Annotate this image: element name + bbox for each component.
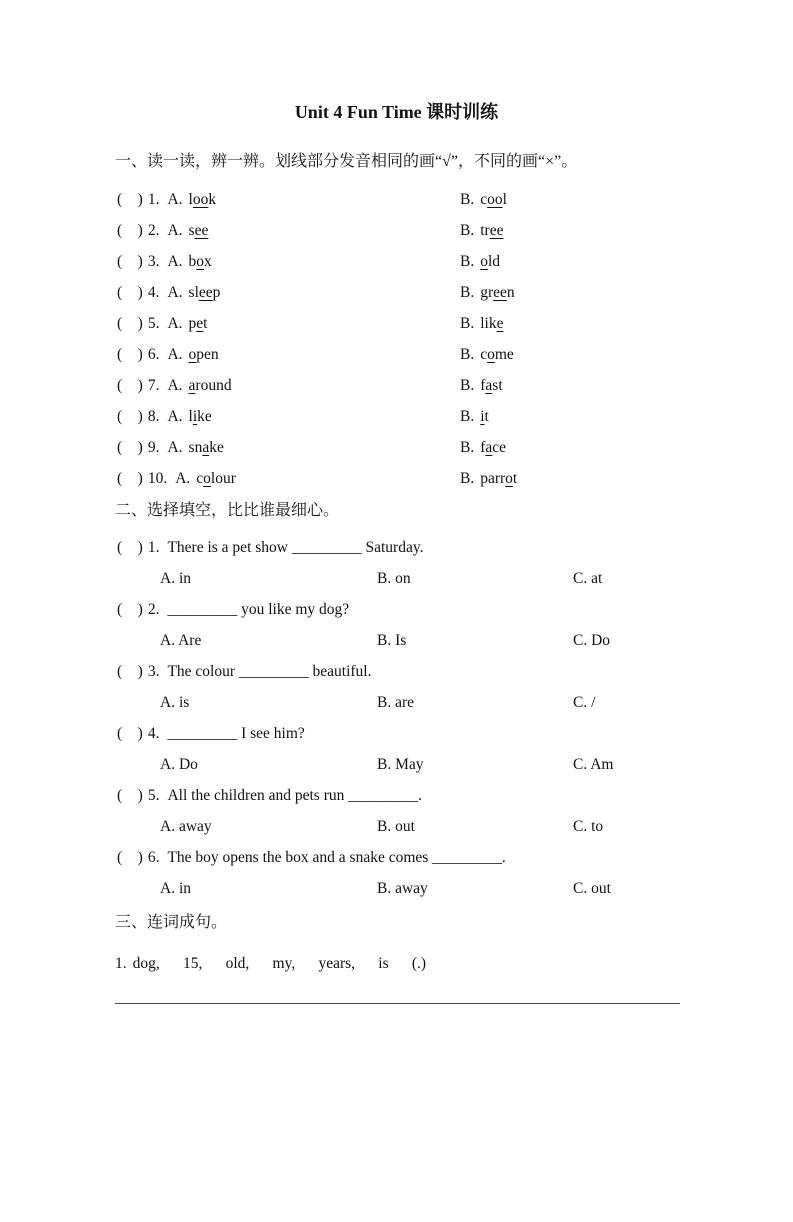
word-b-underlined: o [480,253,488,270]
question-stem: The colour _________ beautiful. [167,663,372,680]
word-a [189,191,217,208]
word-a [189,222,209,239]
word-b-underlined: oo [487,191,503,208]
phonics-item-7 [0,370,793,401]
question-number: 6. [147,849,160,866]
option-a-label: A. [167,191,183,208]
question-1 [0,532,793,594]
word-b-pre: parr [480,470,506,487]
word-a-pre: sn [188,439,203,456]
option-b: B. May [377,756,424,773]
answer-bracket: ( ) [117,408,143,425]
word-a-post: k [208,191,217,208]
option-b: B. out [377,818,415,835]
option-c: C. Do [573,632,611,649]
option-a: A. Do [160,756,198,773]
option-b [460,308,503,339]
option-b: B. Is [377,632,407,649]
option-b-label: B. [460,439,475,456]
option-a-label: A. [167,315,183,332]
question-options-row [0,873,793,904]
question-stem-row [0,780,793,811]
item-number: 2. [147,222,160,239]
item-number: 9. [147,439,160,456]
phonics-item-5 [0,308,793,339]
item-number: 7. [147,377,160,394]
phonics-item-6 [0,339,793,370]
item-number: 1. [147,191,160,208]
option-a: A. is [160,694,190,711]
option-b [460,277,515,308]
page-title: Unit 4 Fun Time 课时训练 [294,102,499,122]
answer-bracket: ( ) [117,222,143,239]
word-b-underlined: o [505,470,513,487]
option-b-label: B. [460,408,475,425]
option-a: A. in [160,880,191,897]
option-a: A. in [160,570,191,587]
question-number: 5. [147,787,160,804]
answer-bracket: ( ) [117,253,143,270]
question-stem: The boy opens the box and a snake comes _________. [167,849,506,866]
word-a-underlined: o [196,253,205,270]
word-b-post: ce [492,439,507,456]
word-a [196,470,236,487]
phonics-item-9 [0,432,793,463]
word-order-item [0,948,793,979]
option-a: A. Are [160,632,202,649]
word-b-post: l [502,191,507,208]
word-a [189,253,212,270]
word-b-post: ld [487,253,501,270]
word-b [480,222,503,239]
word-a-pre: l [188,191,193,208]
question-number: 3. [147,663,160,680]
word-a-underlined: e [196,315,204,332]
word-b-underlined: o [487,346,495,363]
word-a-pre: sl [188,284,199,301]
question-options-row [0,749,793,780]
phonics-item-2 [0,215,793,246]
answer-bracket: ( ) [117,663,143,680]
phonics-item-4 [0,277,793,308]
word-a-underlined: oo [192,191,209,208]
phonics-list [0,184,793,494]
option-b: B. on [377,570,411,587]
question-number: 4. [147,725,160,742]
question-3 [0,656,793,718]
question-stem-row [0,718,793,749]
word-a-post: round [195,377,232,394]
item-number: 8. [147,408,160,425]
question-stem-row [0,656,793,687]
question-6 [0,842,793,904]
phonics-item-10 [0,463,793,494]
word-b-post: me [494,346,514,363]
word-a-underlined: ee [198,284,213,301]
word-b [480,284,514,301]
word-b-underlined: e [496,315,504,332]
word-a [189,284,221,301]
answer-bracket: ( ) [117,191,143,208]
question-options-row [0,811,793,842]
word-b [480,408,489,425]
answer-bracket: ( ) [117,439,143,456]
option-b [460,463,517,494]
item-number: 10. [147,470,168,487]
question-number: 2. [147,601,160,618]
word-b-underlined: a [485,439,493,456]
word-a-post: lour [210,470,236,487]
word-a-pre: p [188,315,197,332]
answer-bracket: ( ) [117,284,143,301]
item-number: 5. [147,315,160,332]
worksheet-page [0,100,793,1004]
word-a-underlined: a [188,377,196,394]
question-options-row [0,563,793,594]
item-number: 4. [147,284,160,301]
option-c: C. Am [573,756,614,773]
choice-question-list [0,532,793,904]
option-b-label: B. [460,346,475,363]
answer-bracket: ( ) [117,377,143,394]
phonics-item-8 [0,401,793,432]
word-a-post: ke [197,408,212,425]
option-b [460,215,503,246]
question-stem: All the children and pets run _________. [167,787,422,804]
option-b [460,370,503,401]
word-b [480,377,502,394]
answer-line [115,1003,680,1004]
answer-bracket: ( ) [117,470,143,487]
option-b-label: B. [460,470,475,487]
question-stem: _________ you like my dog? [167,601,350,618]
section2-heading: 二、选择填空，比比谁最细心。 [115,502,340,519]
option-a-label: A. [167,408,183,425]
item-number: 6. [147,346,160,363]
question-number: 1. [147,539,160,556]
word-b-pre: f [480,377,486,394]
option-b-label: B. [460,284,475,301]
option-b: B. are [377,694,415,711]
word-b-underlined: ee [493,284,507,301]
item-number: 1. [115,955,127,972]
option-a-label: A. [167,284,183,301]
word-b-post: t [512,470,518,487]
word-a-post: ke [209,439,224,456]
question-stem-row [0,842,793,873]
answer-bracket: ( ) [117,601,143,618]
answer-bracket: ( ) [117,725,143,742]
word-b [480,253,500,270]
word-b-pre: f [480,439,486,456]
word-a-post: pen [196,346,219,363]
section3-heading: 三、连词成句。 [115,914,228,931]
word-a [189,377,232,394]
question-5 [0,780,793,842]
option-a-label: A. [175,470,191,487]
option-b [460,184,507,215]
word-a-underlined: a [202,439,210,456]
section1-heading: 一、读一读，辨一辨。划线部分发音相同的画“√”，不同的画“×”。 [115,153,578,170]
answer-bracket: ( ) [117,539,143,556]
option-c: C. out [573,880,611,897]
option-a-label: A. [167,439,183,456]
word-b [480,346,514,363]
word-b [480,439,506,456]
phonics-item-1 [0,184,793,215]
option-b [460,401,489,432]
word-a-pre: b [188,253,197,270]
answer-bracket: ( ) [117,849,143,866]
answer-bracket: ( ) [117,315,143,332]
question-options-row [0,687,793,718]
word-a [189,439,224,456]
word-b-pre: tr [480,222,490,239]
word-b-post: n [506,284,515,301]
option-b [460,246,500,277]
word-b [480,470,517,487]
option-b-label: B. [460,377,475,394]
word-b-pre: c [480,191,488,208]
word-a-post: x [204,253,212,270]
word-b-underlined: a [485,377,493,394]
option-b-label: B. [460,315,475,332]
option-b [460,432,506,463]
option-c: C. at [573,570,603,587]
word-b [480,315,503,332]
question-2 [0,594,793,656]
word-b-underlined: i [480,408,485,425]
option-b-label: B. [460,253,475,270]
word-a-underlined: o [188,346,197,363]
option-b-label: B. [460,222,475,239]
question-stem-row [0,594,793,625]
option-a-label: A. [167,377,183,394]
word-a-underlined: ee [194,222,209,239]
word-a [189,315,208,332]
word-b-post: t [484,408,489,425]
option-c: C. / [573,694,596,711]
option-a-label: A. [167,253,183,270]
answer-bracket: ( ) [117,787,143,804]
item-number: 3. [147,253,160,270]
option-c: C. to [573,818,604,835]
word-list: dog, 15, old, my, years, is (.) [132,955,427,972]
option-a-label: A. [167,346,183,363]
phonics-item-3 [0,246,793,277]
word-b-underlined: ee [489,222,504,239]
word-b-post: st [492,377,503,394]
option-a-label: A. [167,222,183,239]
answer-bracket: ( ) [117,346,143,363]
option-b [460,339,514,370]
option-b: B. away [377,880,428,897]
word-b-pre: gr [480,284,494,301]
question-stem: There is a pet show _________ Saturday. [167,539,424,556]
word-a-post: p [212,284,221,301]
option-b-label: B. [460,191,475,208]
word-a-underlined: o [203,470,211,487]
word-b-pre: lik [480,315,497,332]
word-a-pre: c [196,470,204,487]
word-b [480,191,507,208]
word-a [189,408,212,425]
question-4 [0,718,793,780]
word-a-pre: l [188,408,193,425]
option-a: A. away [160,818,212,835]
word-a-underlined: i [192,408,198,425]
question-stem: _________ I see him? [167,725,305,742]
word-a-post: t [203,315,208,332]
question-options-row [0,625,793,656]
question-stem-row [0,532,793,563]
word-a [189,346,219,363]
word-b-pre: c [480,346,488,363]
word-a-pre: s [188,222,195,239]
